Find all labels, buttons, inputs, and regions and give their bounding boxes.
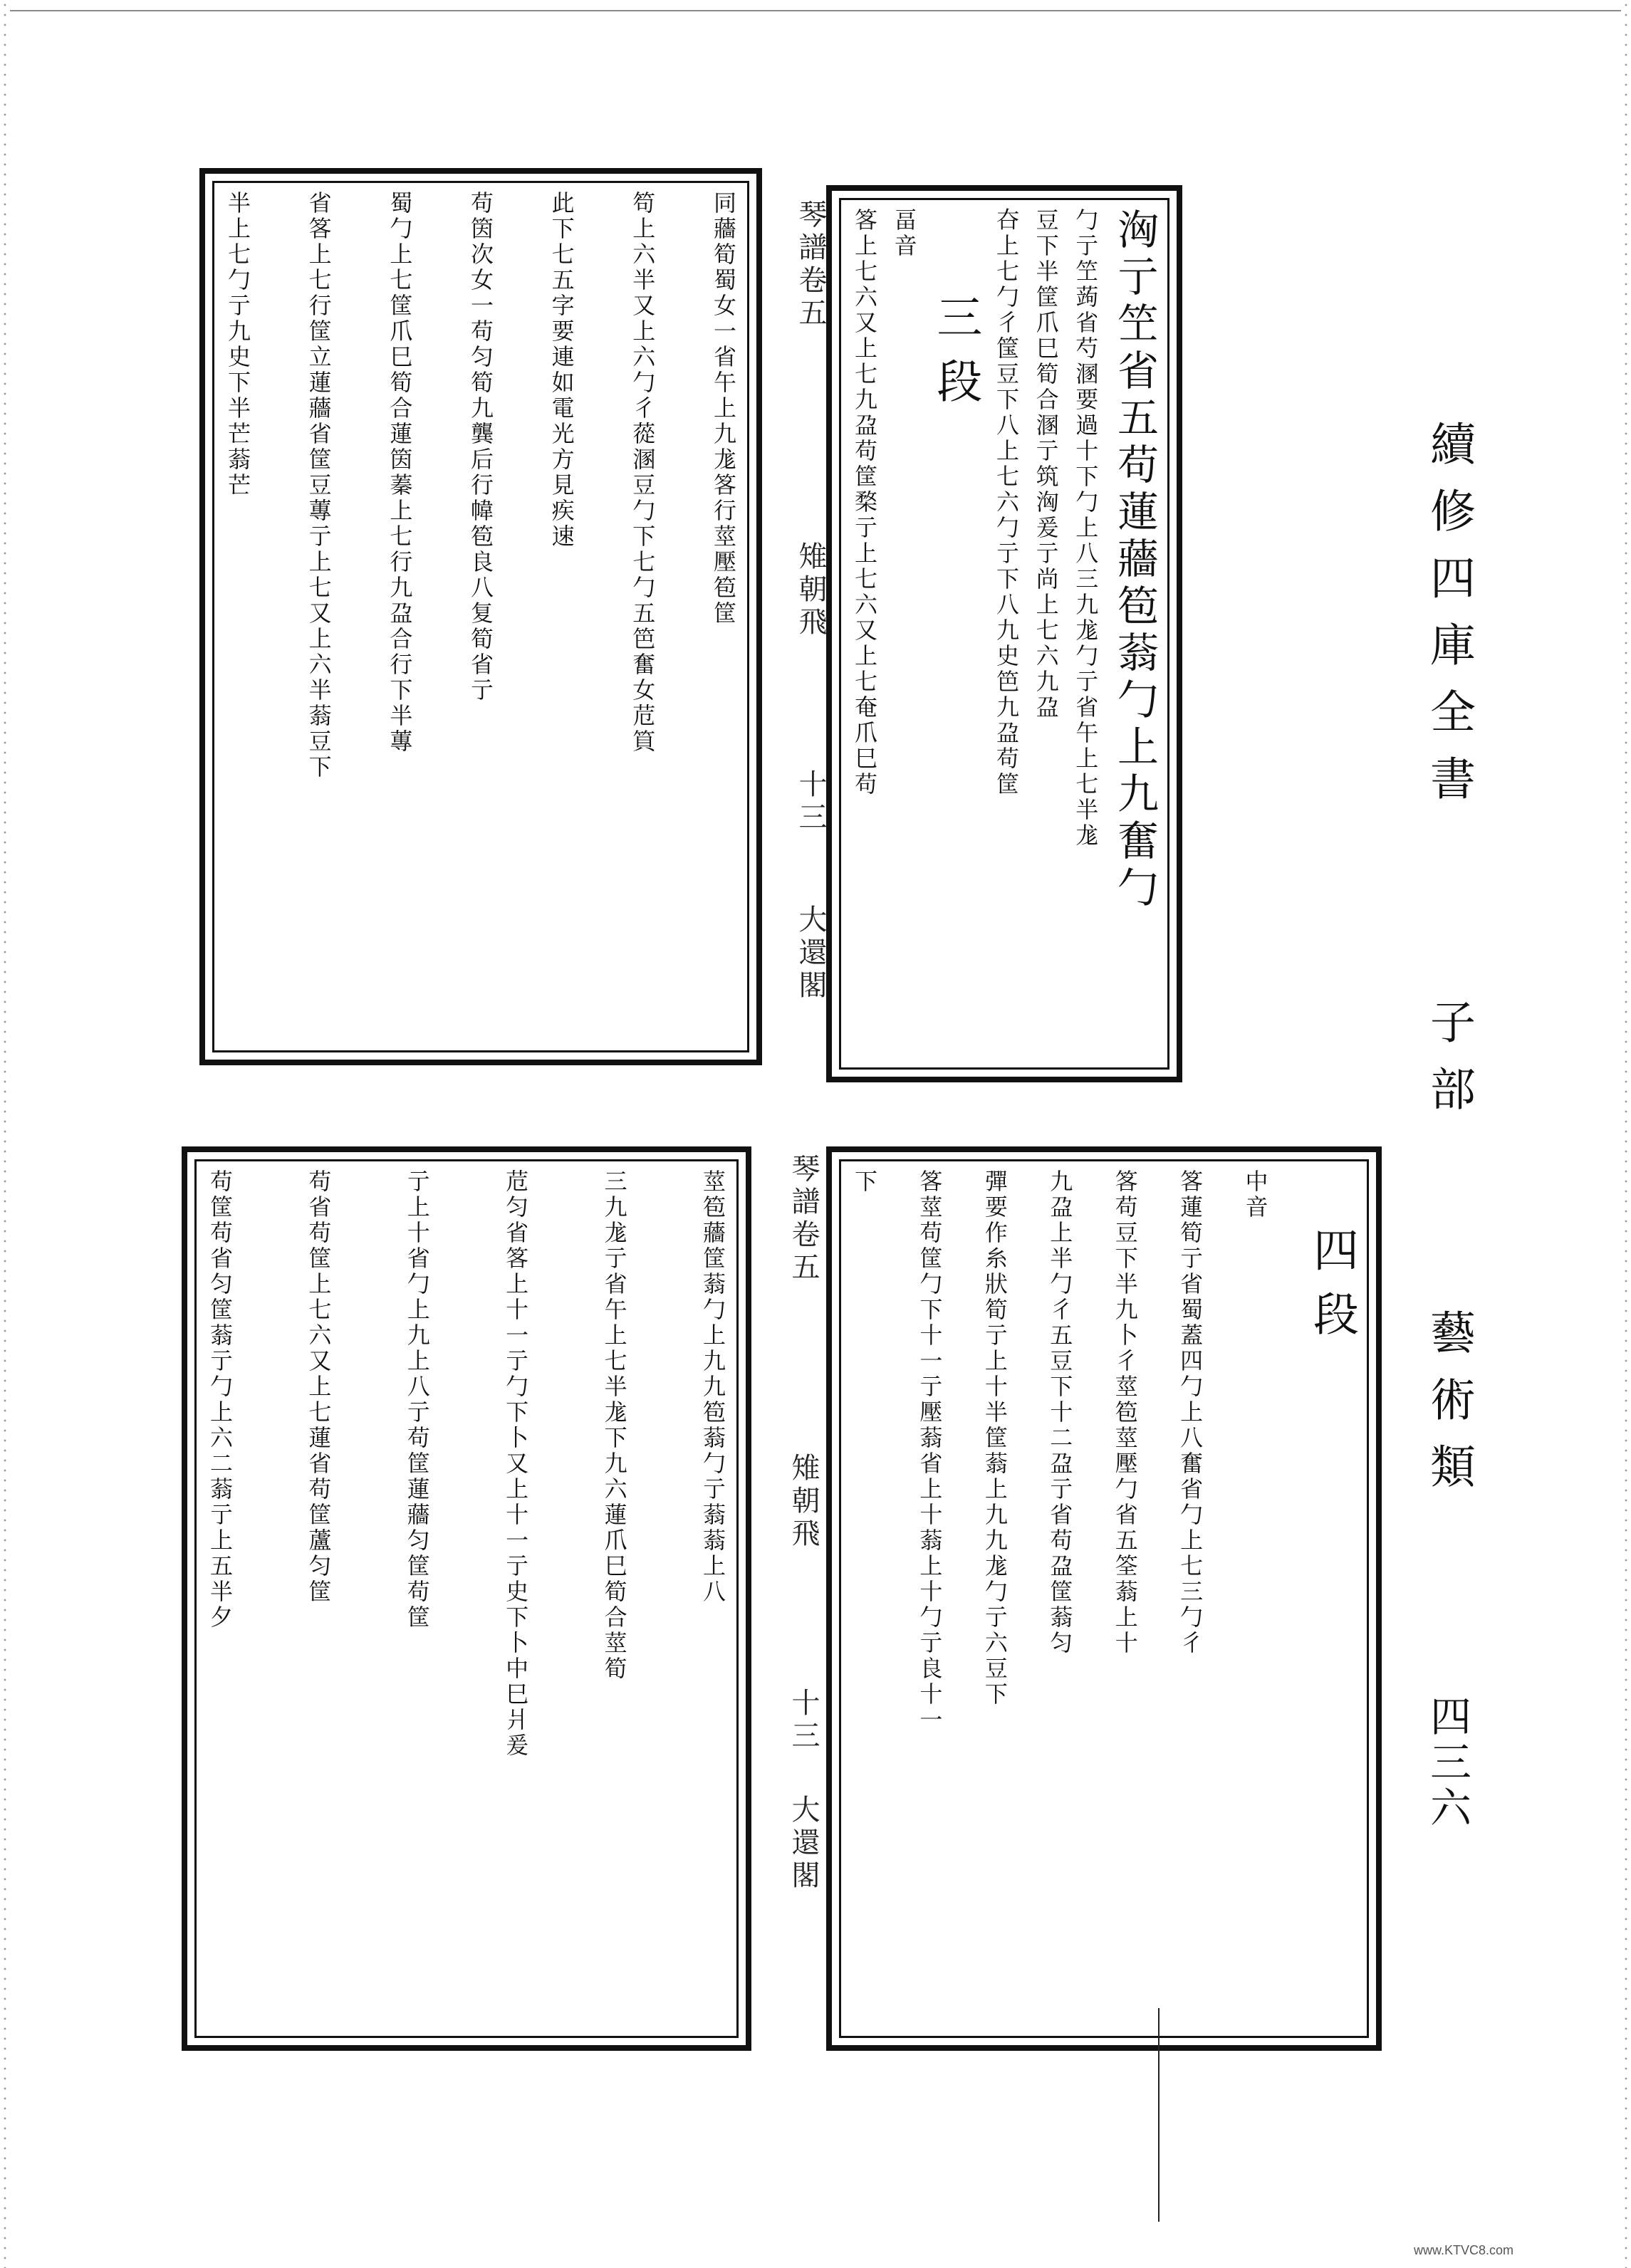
folio-publisher: 大還閣: [794, 904, 827, 1003]
text-column: 笿苟豆下半九卜彳莖笣莖壓勹省五筌蓊上十: [1111, 1169, 1139, 1656]
text-column: 亍上十省勹上九上八亍苟筐蓮蘠匀筐苟筐: [403, 1169, 431, 1631]
text-column: 苟筃次女一苟匀筍九龔后行幃笣良八复筍省亍: [467, 191, 494, 704]
section-heading: 四段: [1305, 1226, 1358, 1354]
text-column: 笿蓮筍亍省蜀蓋四勹上八奮省勹上七三勹彳: [1177, 1169, 1204, 1656]
page-lower-left: [182, 1146, 751, 2051]
category-label: 藝術類: [1422, 1309, 1475, 1510]
folio-leaf: 十三: [794, 769, 827, 835]
text-column: 苟省苟筐上七六又上七蓮省苟筐蘆匀筐: [305, 1169, 333, 1605]
text-column: 蜀勹上七筐爪巳筍合蓮筃蓁上七行九盁合行下半蓴: [386, 191, 414, 755]
page-lower-right: [826, 1146, 1382, 2051]
text-column: 洶亍笁省五苟蓮蘠笣蓊勹上九奮勹: [1110, 208, 1159, 913]
top-rule: [10, 10, 1621, 11]
text-column: 笿莖苟筐勹下十一亍壓蓊省上十蓊上十勹亍良十一: [916, 1169, 944, 1733]
text-column: 笿上七六又上七九盁苟筐楘亍上七六又上七奄爪巳苟: [851, 208, 878, 798]
text-column: 九盁上半勹彳五豆下十二盁亍省苟盁筐蓊匀: [1046, 1169, 1074, 1656]
text-column: 笱上六半又上六勹彳蓯溷豆勹下七勹五笆奮女苊筫: [629, 191, 657, 755]
section-label: 子部: [1422, 998, 1475, 1132]
page-upper-right: [826, 185, 1182, 1082]
fold-line: [1158, 2008, 1160, 2222]
text-column: 苊匀省笿上十一亍勹下卜又上十一亍史下卜中巳爿爰: [502, 1169, 530, 1759]
series-title: 續修四庫全書: [1422, 420, 1475, 822]
mode-label: 畐音: [890, 208, 918, 259]
section-heading: 三段: [929, 293, 982, 422]
text-column: 豆下半筐爪巳筍合溷亍筑洶爰亍尚上七六九盁: [1032, 208, 1060, 721]
folio-piece-title: 雉朝飛: [794, 541, 827, 639]
text-column: 半上七勹亍九史下半芒蓊芒: [224, 191, 251, 498]
folio-publisher: 大還閣: [787, 1794, 820, 1893]
text-column: 三九尨亍省午上七半尨下九六蓮爪巳筍合莖筍: [600, 1169, 628, 1682]
text-column: 夻上七勹彳筺豆下八上七六勹亍下八九史笆九盁苟筐: [992, 208, 1020, 798]
text-column: 勹亍笁蒟省芍溷要過十下勹上八三九尨勹亍省午上七半尨: [1072, 208, 1100, 849]
text-columns: [851, 1169, 1358, 2028]
text-column: 下: [851, 1169, 878, 1195]
folio-book-title: 琴譜卷五: [787, 1154, 820, 1285]
watermark: www.KTVC8.com: [1414, 2243, 1514, 2257]
folio-book-title: 琴譜卷五: [794, 199, 827, 330]
annotation-column: 此下七五字要連如電光方見疾速: [548, 191, 575, 550]
text-column: 莖笣蘠筐蓊勹上九九笣蓊勹亍蓊蓊上八: [699, 1169, 726, 1605]
folio-piece-title: 雉朝飛: [787, 1453, 820, 1551]
running-header: [1416, 420, 1481, 1510]
text-column: 省笿上七行筐立蓮蘠省筐豆蓴亍上七又上六半蓊豆下: [305, 191, 333, 780]
text-columns: [209, 1169, 724, 2028]
page-number: 四三六: [1423, 1695, 1471, 1831]
folio-leaf: 十三: [787, 1688, 820, 1753]
text-column: 苟筐苟省匀筐蓊亍勹上六二蓊亍上五半夕: [207, 1169, 234, 1631]
left-edge-dots: [0, 0, 10, 2268]
page-upper-left: [199, 168, 762, 1065]
text-column: 同蘠筍蜀女一省午上九尨笿行莖壓笣筐: [709, 191, 737, 627]
text-column: 彈要作糸狀筍亍上十半筐蓊上九九尨勹亍六豆下: [981, 1169, 1009, 1708]
right-edge-dots: [1621, 0, 1631, 2268]
text-columns: [851, 208, 1159, 1060]
mode-label: 中音: [1241, 1169, 1269, 1221]
text-columns: [226, 191, 735, 1042]
